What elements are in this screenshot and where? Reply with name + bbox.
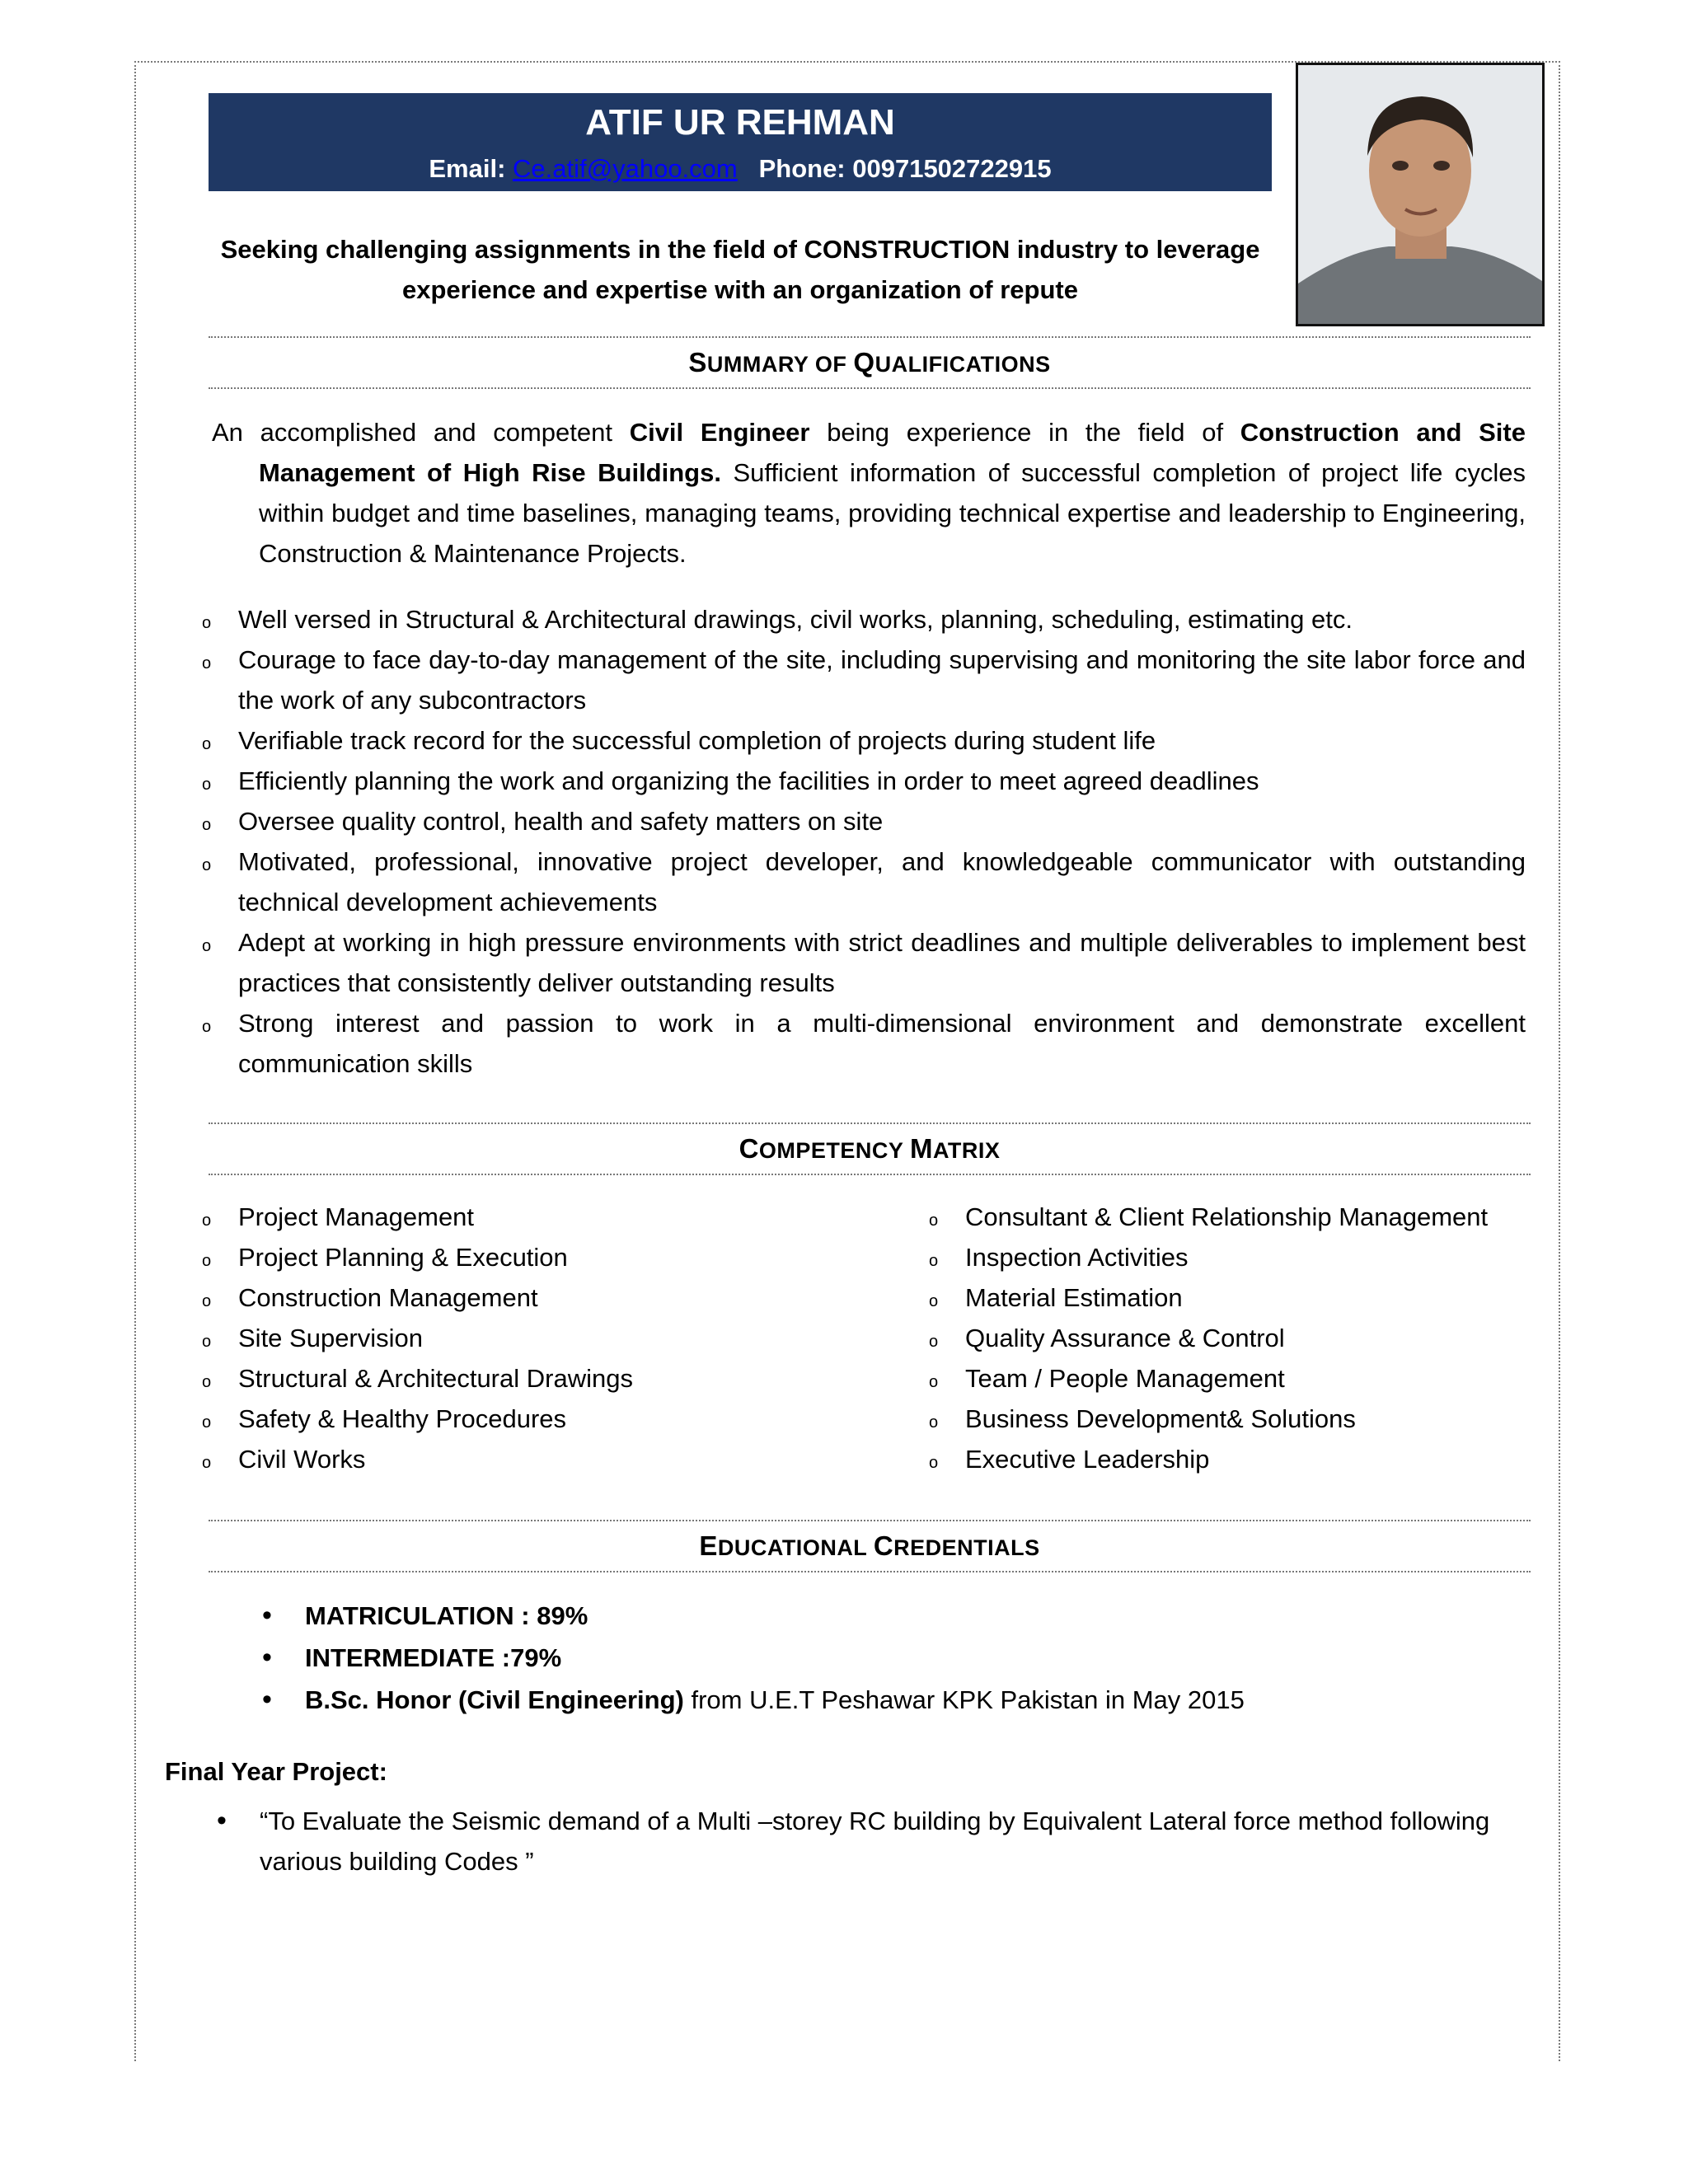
list-item: o Project Management	[202, 1197, 861, 1237]
career-objective: Seeking challenging assignments in the field of CONSTRUCTION industry to leverage experience and expertise with an organization of repute	[220, 235, 1260, 304]
competency-heading-initial: C	[738, 1133, 759, 1164]
summary-paragraph	[212, 412, 1526, 574]
summary-bold-2: Construction and Site Management of High Rise Buildings.	[259, 418, 1526, 487]
list-item: o Consultant & Client Relationship Management	[929, 1197, 1539, 1237]
education-heading	[209, 1520, 1531, 1572]
list-item: o Construction Management	[202, 1277, 861, 1318]
summary-heading-part2: UALIFICATIONS	[874, 352, 1051, 377]
intermediate: INTERMEDIATE :79%	[305, 1643, 562, 1672]
contact-line	[209, 154, 1272, 184]
education-heading-part2: REDENTIALS	[893, 1535, 1040, 1560]
list-item: o Strong interest and passion to work in a multi-dimensional environment and demonstrate excellent communication skills	[202, 1003, 1526, 1084]
list-item: o Adept at working in high pressure environments with strict deadlines and multiple deliverables to implement best practices that consistently deliver outstanding results	[202, 922, 1526, 1003]
portrait-illustration	[1298, 65, 1542, 324]
list-item: o Safety & Healthy Procedures	[202, 1399, 861, 1439]
list-item	[256, 1679, 1492, 1721]
degree-institution: from U.E.T Peshawar KPK Pakistan in May 2015	[683, 1685, 1245, 1714]
summary-heading-initial-2: Q	[853, 347, 875, 377]
final-year-project-list	[210, 1801, 1526, 1882]
summary-bullet-list	[202, 599, 1526, 1084]
phone: Phone: 00971502722915	[758, 154, 1052, 183]
final-year-project-title: Final Year Project:	[165, 1757, 387, 1786]
education-heading-initial: E	[699, 1530, 718, 1561]
list-item: o Courage to face day-to-day management of the site, including supervising and monitoring the site labor force and the work of any subcontractors	[202, 640, 1526, 720]
matriculation: MATRICULATION : 89%	[305, 1601, 588, 1630]
list-item: o Site Supervision	[202, 1318, 861, 1358]
list-item: o Well versed in Structural & Architectural drawings, civil works, planning, scheduling, estimating etc.	[202, 599, 1526, 640]
list-item: o Business Development& Solutions	[929, 1399, 1539, 1439]
list-item: o Motivated, professional, innovative project developer, and knowledgeable communicator with outstanding technical development achievements	[202, 841, 1526, 922]
competency-list-right	[929, 1197, 1539, 1479]
list-item: o Structural & Architectural Drawings	[202, 1358, 861, 1399]
list-item: o Verifiable track record for the successful completion of projects during student life	[202, 720, 1526, 761]
summary-text-2: being experience in the field of	[809, 418, 1240, 447]
list-item: o Material Estimation	[929, 1277, 1539, 1318]
email-link[interactable]: Ce.atif@yahoo.com	[513, 154, 738, 183]
list-item	[256, 1637, 1492, 1679]
list-item: o Executive Leadership	[929, 1439, 1539, 1479]
candidate-name: ATIF UR REHMAN	[585, 102, 895, 143]
name-banner	[209, 93, 1272, 191]
degree-title: B.Sc. Honor (Civil Engineering)	[305, 1685, 684, 1714]
profile-photo	[1296, 63, 1545, 326]
list-item: o Inspection Activities	[929, 1237, 1539, 1277]
email-label: Email:	[429, 154, 506, 183]
list-item: o Team / People Management	[929, 1358, 1539, 1399]
competency-heading-part2: ATRIX	[932, 1138, 1001, 1163]
list-item: o Quality Assurance & Control	[929, 1318, 1539, 1358]
list-item: o Oversee quality control, health and safety matters on site	[202, 801, 1526, 841]
list-item: o Project Planning & Execution	[202, 1237, 861, 1277]
summary-bold-1: Civil Engineer	[629, 418, 810, 447]
education-heading-part1: DUCATIONAL	[717, 1535, 874, 1560]
education-list	[256, 1595, 1492, 1721]
competency-heading	[209, 1122, 1531, 1175]
summary-heading	[209, 336, 1531, 389]
list-item: o Civil Works	[202, 1439, 861, 1479]
list-item	[256, 1595, 1492, 1637]
summary-text-1: An accomplished and competent	[212, 418, 630, 447]
education-heading-initial-2: C	[873, 1530, 894, 1561]
list-item: o Efficiently planning the work and organizing the facilities in order to meet agreed deadlines	[202, 761, 1526, 801]
competency-list-left	[202, 1197, 861, 1479]
summary-heading-initial: S	[688, 347, 707, 377]
list-item: • “To Evaluate the Seismic demand of a Multi –storey RC building by Equivalent Lateral force method following various building Codes ”	[210, 1801, 1526, 1882]
summary-text-3: Sufficient information of successful completion of project life cycles within budget and time baselines, managing teams, providing technical expertise and leadership to Engineering, Construction & Maintenance Projects.	[259, 458, 1526, 568]
competency-heading-initial-2: M	[909, 1133, 933, 1164]
summary-heading-part1: UMMARY OF	[706, 352, 854, 377]
competency-heading-part1: OMPETENCY	[758, 1138, 910, 1163]
